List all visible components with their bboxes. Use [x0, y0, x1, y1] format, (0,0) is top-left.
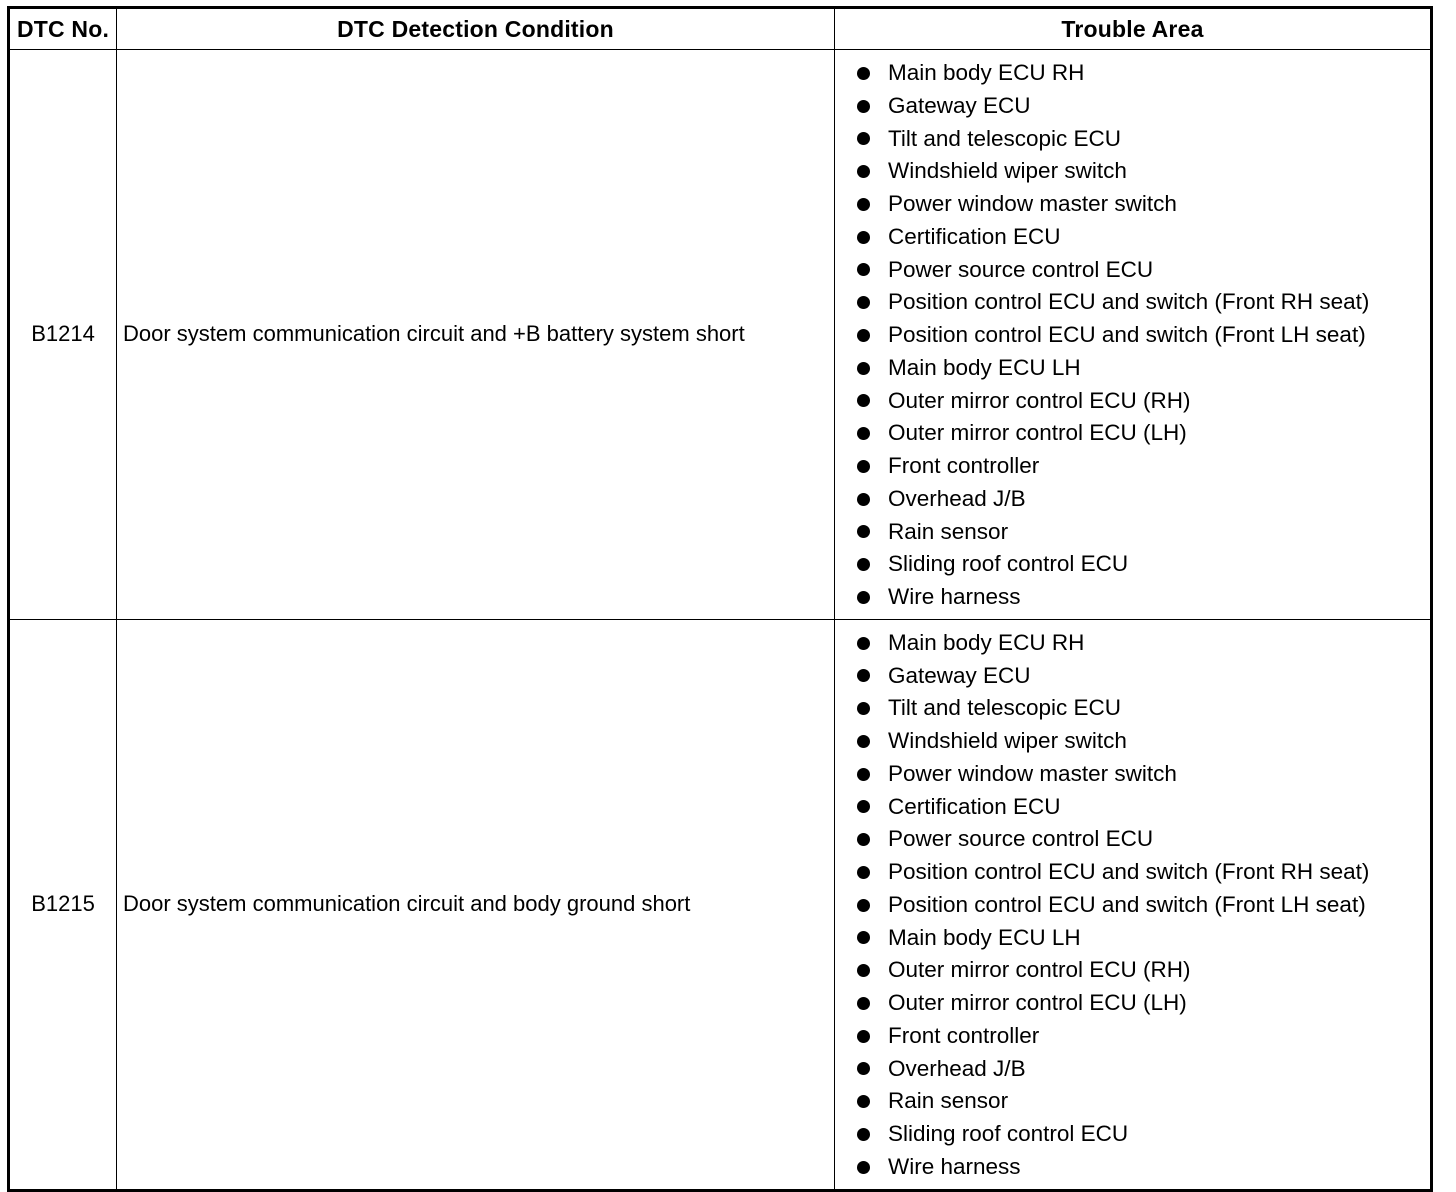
- list-item: [857, 922, 1430, 955]
- list-item: [857, 450, 1430, 483]
- trouble-area-label: Power window master switch: [888, 191, 1177, 216]
- list-item: [857, 57, 1430, 90]
- list-item: [857, 483, 1430, 516]
- list-item: [857, 352, 1430, 385]
- trouble-area-label: Front controller: [888, 1022, 1040, 1048]
- list-item: [857, 987, 1430, 1020]
- header-trouble-area: Trouble Area: [835, 8, 1432, 50]
- bullet-icon: [857, 931, 870, 944]
- dtc-code: B1215: [9, 619, 117, 1190]
- list-item: [857, 856, 1430, 889]
- bullet-icon: [857, 460, 870, 473]
- list-item: [857, 1020, 1430, 1053]
- list-item: [857, 385, 1430, 418]
- bullet-icon: [857, 800, 870, 813]
- trouble-area-list: [835, 620, 1430, 1189]
- trouble-area-label: Power source control ECU: [888, 256, 1154, 282]
- bullet-icon: [857, 1161, 870, 1174]
- trouble-area-label: Outer mirror control ECU (RH): [888, 957, 1191, 983]
- list-item: [857, 1151, 1430, 1184]
- list-item: [857, 1085, 1430, 1118]
- bullet-icon: [857, 1062, 870, 1075]
- bullet-icon: [857, 964, 870, 977]
- header-detection-condition: DTC Detection Condition: [117, 8, 835, 50]
- list-item: [857, 90, 1430, 123]
- dtc-code: B1214: [9, 50, 117, 620]
- bullet-icon: [857, 198, 870, 211]
- bullet-icon: [857, 735, 870, 748]
- detection-condition: Door system communication circuit and +B battery system short: [117, 50, 835, 620]
- dtc-table: [7, 6, 1433, 1192]
- trouble-area-label: Position control ECU and switch (Front RH seat): [888, 289, 1370, 315]
- list-item: [857, 758, 1430, 791]
- trouble-area-label: Outer mirror control ECU (LH): [888, 420, 1187, 446]
- bullet-icon: [857, 525, 870, 538]
- bullet-icon: [857, 833, 870, 846]
- bullet-icon: [857, 296, 870, 309]
- trouble-area-cell: [835, 619, 1432, 1190]
- bullet-icon: [857, 231, 870, 244]
- trouble-area-label: Power window master switch: [888, 760, 1177, 786]
- list-item: [857, 581, 1430, 614]
- trouble-area-label: Windshield wiper switch: [888, 158, 1127, 184]
- bullet-icon: [857, 165, 870, 178]
- trouble-area-label: Certification ECU: [888, 793, 1061, 819]
- trouble-area-label: Wire harness: [888, 584, 1021, 609]
- bullet-icon: [857, 866, 870, 879]
- list-item: [857, 660, 1430, 693]
- list-item: [857, 221, 1430, 254]
- trouble-area-label: Rain sensor: [888, 1088, 1009, 1114]
- list-item: [857, 155, 1430, 188]
- list-item: [857, 548, 1430, 581]
- trouble-area-label: Tilt and telescopic ECU: [888, 125, 1122, 151]
- trouble-area-label: Gateway ECU: [888, 92, 1031, 118]
- list-item: [857, 954, 1430, 987]
- bullet-icon: [857, 997, 870, 1010]
- bullet-icon: [857, 132, 870, 145]
- trouble-area-label: Certification ECU: [888, 223, 1061, 249]
- table-body: [9, 50, 1432, 1191]
- list-item: [857, 286, 1430, 319]
- list-item: [857, 123, 1430, 156]
- trouble-area-label: Main body ECU RH: [888, 60, 1085, 85]
- bullet-icon: [857, 427, 870, 440]
- list-item: [857, 823, 1430, 856]
- list-item: [857, 319, 1430, 352]
- trouble-area-label: Tilt and telescopic ECU: [888, 695, 1122, 721]
- trouble-area-label: Sliding roof control ECU: [888, 1121, 1129, 1146]
- table-row: [9, 619, 1432, 1190]
- trouble-area-list: [835, 50, 1430, 619]
- list-item: [857, 516, 1430, 549]
- bullet-icon: [857, 591, 870, 604]
- trouble-area-label: Front controller: [888, 453, 1040, 478]
- list-item: [857, 1053, 1430, 1086]
- bullet-icon: [857, 329, 870, 342]
- trouble-area-label: Wire harness: [888, 1153, 1021, 1179]
- trouble-area-label: Gateway ECU: [888, 662, 1031, 688]
- bullet-icon: [857, 669, 870, 682]
- trouble-area-label: Rain sensor: [888, 518, 1009, 544]
- trouble-area-label: Outer mirror control ECU (LH): [888, 990, 1187, 1015]
- list-item: [857, 254, 1430, 287]
- list-item: [857, 889, 1430, 922]
- detection-condition: Door system communication circuit and body ground short: [117, 619, 835, 1190]
- bullet-icon: [857, 768, 870, 781]
- trouble-area-label: Main body ECU LH: [888, 924, 1081, 950]
- table-row: [9, 50, 1432, 620]
- bullet-icon: [857, 899, 870, 912]
- bullet-icon: [857, 1128, 870, 1141]
- bullet-icon: [857, 67, 870, 80]
- list-item: [857, 791, 1430, 824]
- bullet-icon: [857, 1095, 870, 1108]
- bullet-icon: [857, 263, 870, 276]
- header-row: [9, 8, 1432, 50]
- bullet-icon: [857, 362, 870, 375]
- header-dtc-no: DTC No.: [9, 8, 117, 50]
- trouble-area-cell: [835, 50, 1432, 620]
- bullet-icon: [857, 637, 870, 650]
- bullet-icon: [857, 100, 870, 113]
- trouble-area-label: Position control ECU and switch (Front LH seat): [888, 322, 1366, 347]
- bullet-icon: [857, 394, 870, 407]
- trouble-area-label: Position control ECU and switch (Front LH seat): [888, 891, 1366, 917]
- trouble-area-label: Main body ECU LH: [888, 354, 1081, 380]
- list-item: [857, 188, 1430, 221]
- list-item: [857, 1118, 1430, 1151]
- trouble-area-label: Overhead J/B: [888, 1055, 1026, 1081]
- list-item: [857, 725, 1430, 758]
- list-item: [857, 627, 1430, 660]
- bullet-icon: [857, 702, 870, 715]
- trouble-area-label: Power source control ECU: [888, 826, 1154, 852]
- trouble-area-label: Main body ECU RH: [888, 629, 1085, 655]
- trouble-area-label: Position control ECU and switch (Front RH seat): [888, 859, 1370, 884]
- list-item: [857, 692, 1430, 725]
- list-item: [857, 417, 1430, 450]
- bullet-icon: [857, 558, 870, 571]
- bullet-icon: [857, 493, 870, 506]
- bullet-icon: [857, 1030, 870, 1043]
- trouble-area-label: Outer mirror control ECU (RH): [888, 387, 1191, 413]
- trouble-area-label: Sliding roof control ECU: [888, 551, 1129, 577]
- trouble-area-label: Overhead J/B: [888, 485, 1026, 511]
- trouble-area-label: Windshield wiper switch: [888, 728, 1127, 753]
